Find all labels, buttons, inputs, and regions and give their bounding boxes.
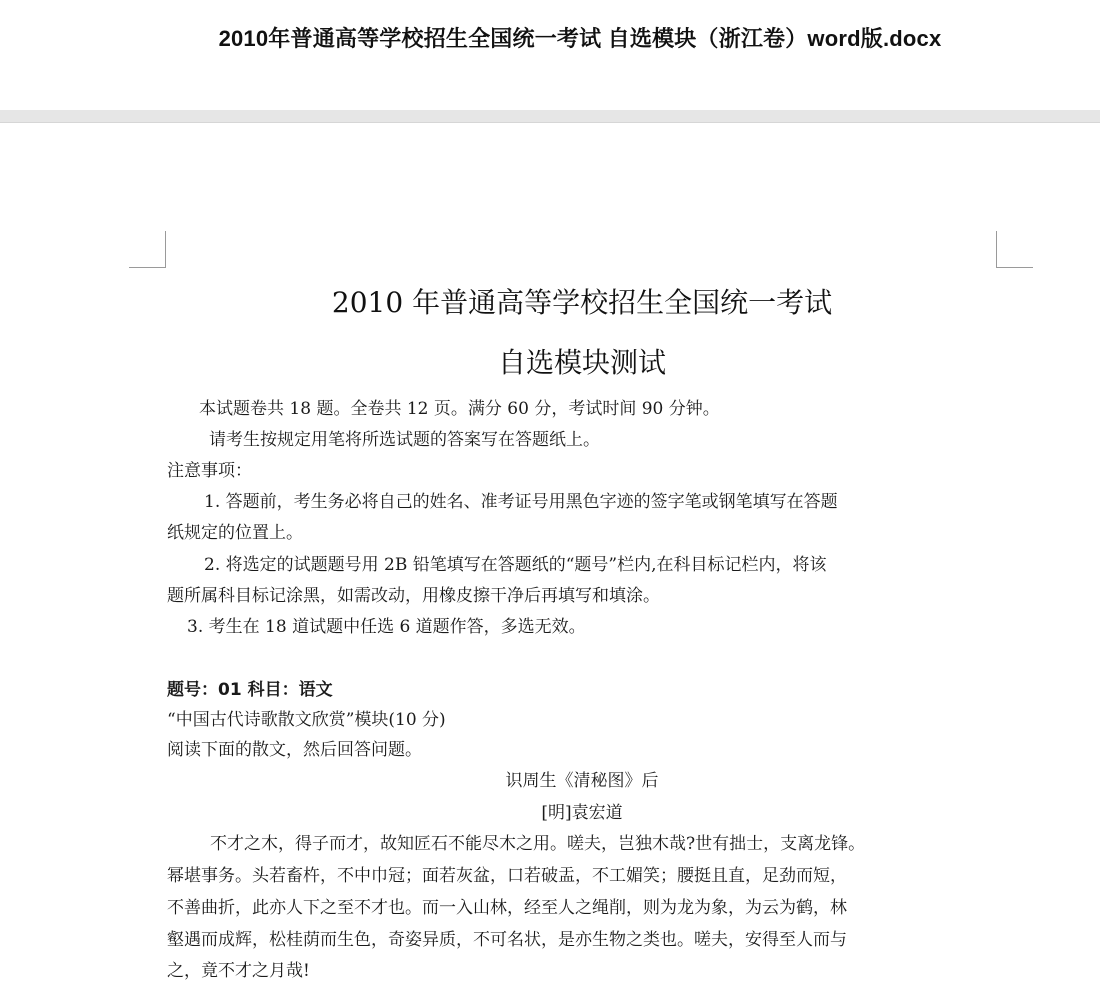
question-heading: 题号：01 科目：语文 (167, 680, 333, 700)
intro-line: 本试题卷共 18 题。全卷共 12 页。满分 60 分，考试时间 90 分钟。 (199, 399, 720, 419)
essay-title: 识周生《清秘图》后 (505, 771, 659, 791)
notice-line: 3. 考生在 18 道试题中任选 6 道题作答，多选无效。 (187, 617, 586, 637)
notice-line: 1. 答题前，考生务必将自己的姓名、准考证号用黑色字迹的签字笔或钢笔填写在答题 (204, 492, 838, 512)
document-filename: 2010年普通高等学校招生全国统一考试 自选模块（浙江卷）word版.docx (218, 26, 942, 51)
margin-corner-mark-left (129, 231, 166, 268)
margin-corner-mark-right (996, 231, 1033, 268)
essay-line: 幂堪事务。头若畜杵，不中巾冠；面若灰盆，口若破盂，不工媚笑；腰挺且直，足劲而短， (167, 866, 847, 886)
document-title: 2010 年普通高等学校招生全国统一考试 (331, 286, 833, 319)
notice-line: 题所属科目标记涂黑，如需改动，用橡皮擦干净后再填写和填涂。 (167, 586, 660, 606)
document-subtitle: 自选模块测试 (497, 346, 666, 379)
instruction-line: 阅读下面的散文，然后回答问题。 (167, 740, 422, 760)
viewer-header (0, 0, 1100, 110)
notice-heading: 注意事项： (167, 461, 252, 481)
essay-line: 不善曲折，此亦人下之至不才也。而一入山林，经至人之绳削，则为龙为象，为云为鹤，林 (167, 898, 847, 918)
intro-line: 请考生按规定用笔将所选试题的答案写在答题纸上。 (209, 430, 600, 450)
essay-line: 壑遇而成辉，松桂荫而生色，奇姿异质，不可名状，是亦生物之类也。嗟夫，安得至人而与 (167, 930, 847, 950)
page-gutter (0, 110, 1100, 123)
document-page (0, 123, 1100, 990)
essay-author: [明]袁宏道 (541, 803, 623, 823)
essay-line: 之，竟不才之月哉! (167, 961, 310, 981)
essay-line: 不才之木，得子而才，故知匠石不能尽木之用。嗟夫，岂独木哉?世有拙士，支离龙锋。 (210, 834, 866, 854)
module-line: “中国古代诗歌散文欣赏”模块(10 分) (167, 710, 446, 730)
notice-line: 纸规定的位置上。 (167, 523, 303, 543)
notice-line: 2. 将选定的试题题号用 2B 铅笔填写在答题纸的“题号”栏内,在科目标记栏内，将该 (204, 555, 827, 575)
